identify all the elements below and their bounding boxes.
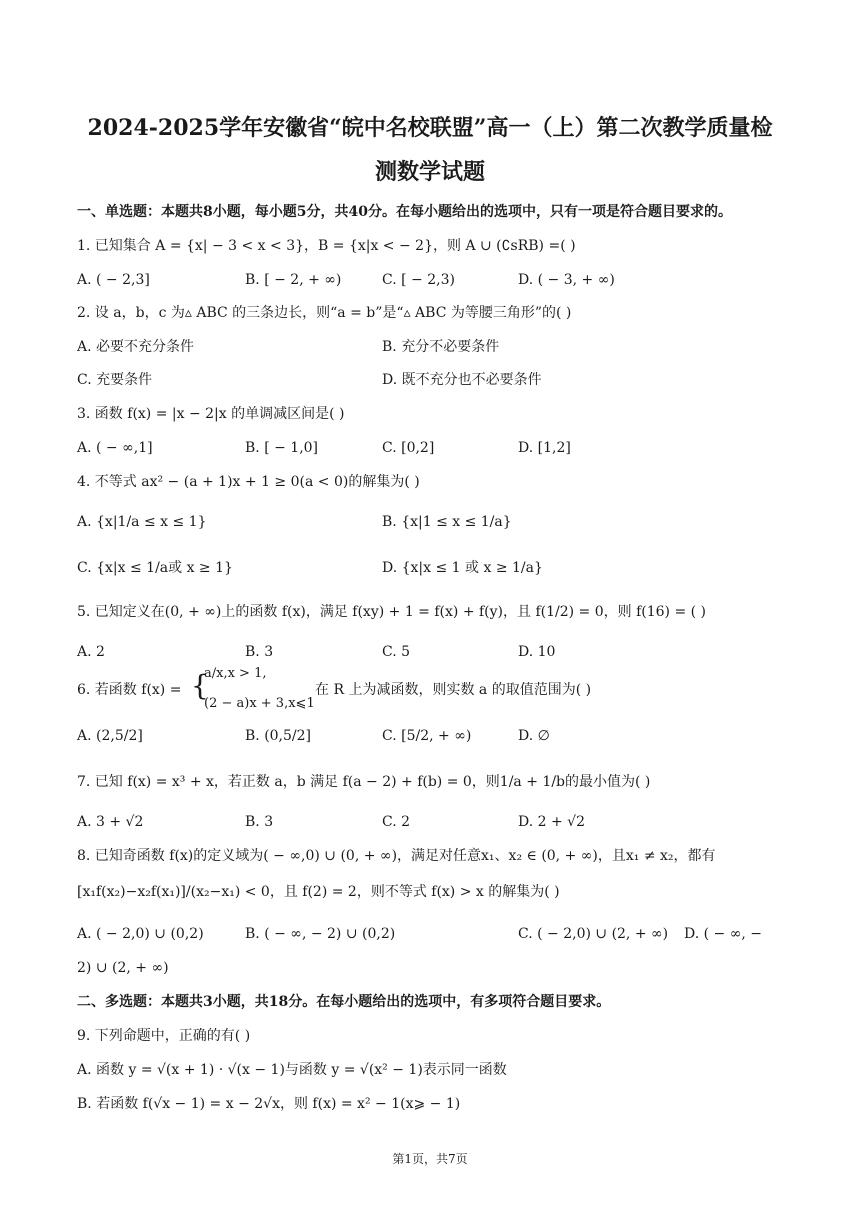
question-7-stem: 7. 已知 f(x) = x³ + x，若正数 a，b 满足 f(a − 2) + f(b) = 0，则1/a + 1/b的最小值为( )	[77, 774, 651, 790]
page-footer: 第1页，共7页	[392, 1152, 468, 1166]
question-1-option-d: D. ( − 3, + ∞)	[518, 272, 615, 288]
piecewise-brace: {	[191, 669, 209, 702]
question-3-option-c: C. [0,2]	[382, 440, 435, 456]
question-2-option-b: B. 充分不必要条件	[382, 339, 500, 355]
question-5-option-b: B. 3	[245, 644, 274, 660]
question-1-stem: 1. 已知集合 A = {x| − 3 < x < 3}，B = {x|x < − 2}，则 A ∪ (∁ꜱRB) =( )	[77, 238, 576, 254]
question-8-stem-continued: [x₁f(x₂)−x₂f(x₁)]/(x₂−x₁) < 0，且 f(2) = 2，则不等式 f(x) > x 的解集为( )	[77, 884, 560, 900]
question-3-option-b: B. [ − 1,0]	[245, 440, 319, 456]
question-6-option-c: C. [5/2, + ∞)	[382, 728, 472, 744]
question-4-option-b: B. {x|1 ≤ x ≤ 1/a}	[382, 514, 512, 530]
question-4-option-a: A. {x|1/a ≤ x ≤ 1}	[77, 514, 207, 530]
question-8-option-d-continued: 2) ∪ (2, + ∞)	[77, 960, 169, 976]
question-5-option-a: A. 2	[77, 644, 105, 660]
question-9-stem: 9. 下列命题中，正确的有( )	[77, 1028, 251, 1044]
question-6-option-a: A. (2,5/2]	[77, 728, 143, 744]
question-6-stem-prefix: 6. 若函数 f(x) =	[77, 682, 182, 698]
question-2-option-a: A. 必要不充分条件	[77, 339, 195, 355]
page-title-line2: 测数学试题	[374, 159, 485, 185]
question-2-option-c: C. 充要条件	[77, 372, 153, 388]
question-8-option-c: C. ( − 2,0) ∪ (2, + ∞)	[518, 926, 669, 942]
question-6-case-2: (2 − a)x + 3,x⩽1	[204, 696, 315, 711]
question-2-option-d: D. 既不充分也不必要条件	[382, 372, 542, 388]
page-title-line1: 2024-2025学年安徽省“皖中名校联盟”高一（上）第二次教学质量检	[87, 115, 773, 141]
question-6-case-1: a/x,x > 1,	[204, 666, 267, 681]
question-6-stem-suffix: 在 R 上为减函数，则实数 a 的取值范围为( )	[315, 682, 592, 698]
section-heading-single-choice: 一、单选题：本题共8小题，每小题5分，共40分。在每小题给出的选项中，只有一项是符合题目要求的。	[77, 204, 732, 220]
question-3-option-a: A. ( − ∞,1]	[77, 440, 153, 456]
section-heading-multiple-choice: 二、多选题：本题共3小题，共18分。在每小题给出的选项中，有多项符合题目要求。	[77, 994, 611, 1010]
question-7-option-b: B. 3	[245, 814, 274, 830]
question-2-stem: 2. 设 a，b，c 为▵ ABC 的三条边长，则“a = b”是“▵ ABC 为等腰三角形”的( )	[77, 305, 572, 321]
question-6-option-d: D. ∅	[518, 728, 550, 744]
question-4-option-c: C. {x|x ≤ 1/a或 x ≥ 1}	[77, 560, 233, 576]
question-1-option-a: A. ( − 2,3]	[77, 272, 150, 288]
question-5-option-d: D. 10	[518, 644, 556, 660]
question-7-option-c: C. 2	[382, 814, 411, 830]
question-9-option-b: B. 若函数 f(√x − 1) = x − 2√x，则 f(x) = x² − 1(x⩾ − 1)	[77, 1096, 461, 1112]
question-4-option-d: D. {x|x ≤ 1 或 x ≥ 1/a}	[382, 560, 543, 576]
question-5-option-c: C. 5	[382, 644, 411, 660]
question-7-option-a: A. 3 + √2	[77, 814, 144, 830]
question-8-stem: 8. 已知奇函数 f(x)的定义域为( − ∞,0) ∪ (0, + ∞)，满足对任意x₁、x₂ ∈ (0, + ∞)，且x₁ ≠ x₂，都有	[77, 848, 716, 864]
question-8-option-b: B. ( − ∞, − 2) ∪ (0,2)	[245, 926, 396, 942]
question-1-option-b: B. [ − 2, + ∞)	[245, 272, 342, 288]
question-1-option-c: C. [ − 2,3)	[382, 272, 455, 288]
question-6-option-b: B. (0,5/2]	[245, 728, 312, 744]
question-7-option-d: D. 2 + √2	[518, 814, 585, 830]
question-5-stem: 5. 已知定义在(0, + ∞)上的函数 f(x)，满足 f(xy) + 1 = f(x) + f(y)，且 f(1/2) = 0，则 f(16) = ( )	[77, 604, 707, 620]
question-8-option-a: A. ( − 2,0) ∪ (0,2)	[77, 926, 204, 942]
question-8-option-d: D. ( − ∞, −	[684, 926, 763, 942]
question-3-option-d: D. [1,2]	[518, 440, 571, 456]
question-3-stem: 3. 函数 f(x) = |x − 2|x 的单调减区间是( )	[77, 406, 345, 422]
question-9-option-a: A. 函数 y = √(x + 1) · √(x − 1)与函数 y = √(x² − 1)表示同一函数	[77, 1062, 507, 1078]
question-4-stem: 4. 不等式 ax² − (a + 1)x + 1 ≥ 0(a < 0)的解集为( )	[77, 474, 420, 490]
